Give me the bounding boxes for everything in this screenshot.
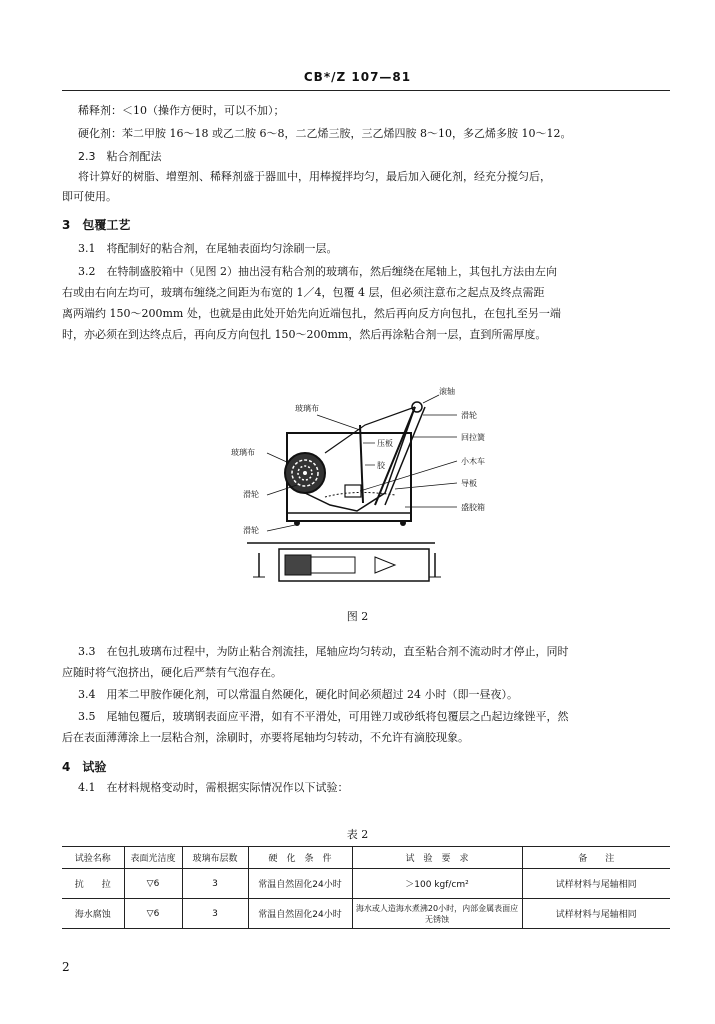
table-header-cell: 表面光洁度 (124, 847, 182, 869)
doc-code-header: CB*/Z 107—81 (303, 70, 412, 84)
table-header-cell: 试验名称 (62, 847, 124, 869)
table-header-row (62, 847, 670, 869)
label-return-spring: 回拉簧 (461, 433, 485, 442)
table-cell: 海水腐蚀 (62, 899, 124, 929)
paragraph-3-3-line1: 3.3 在包扎玻璃布过程中，为防止粘合剂流挂，尾轴应均匀转动，直至粘合剂不流动时才停止，同时 (78, 645, 569, 658)
paragraph-diluent: 稀释剂：＜10（操作方便时，可以不加）； (78, 104, 285, 117)
label-guide-plate: 导板 (461, 479, 477, 488)
paragraph-3-2-line3: 离两端约 150～200mm 处，也就是由此处开始先向近端包扎，然后再向反方向包扎，在包扎至另一端 (62, 307, 561, 320)
paragraph-4-1: 4.1 在材料规格变动时，需根据实际情况作以下试验： (78, 781, 349, 794)
label-pressing-plate: 压板 (377, 439, 393, 448)
figure-2-glue-box-diagram (225, 385, 505, 600)
table-header-cell: 试 验 要 求 (352, 847, 522, 869)
table-cell: 试样材料与尾轴相同 (522, 899, 670, 929)
paragraph-3-2-line1: 3.2 在特制盛胶箱中（见图 2）抽出浸有粘合剂的玻璃布，然后缠绕在尾轴上，其包扎方法由左向 (78, 265, 557, 278)
paragraph-mixing-2: 即可使用。 (62, 190, 117, 203)
figure-2-caption: 图 2 (346, 610, 369, 623)
table-header-cell: 硬 化 条 件 (248, 847, 352, 869)
paragraph-3-2-line2: 右或由右向左均可，玻璃布缠绕之间距为布宽的 1／4，包覆 4 层，但必须注意布之起点及终点需距 (62, 286, 545, 299)
table-cell: 3 (182, 899, 248, 929)
label-glue: 胶 (377, 461, 385, 470)
table-header-cell: 玻璃布层数 (182, 847, 248, 869)
table-cell: ＞100 kgf/cm² (352, 869, 522, 899)
table-cell: 3 (182, 869, 248, 899)
table-cell: 抗 拉 (62, 869, 124, 899)
label-glue-box: 盛胶箱 (461, 503, 485, 512)
table-cell: ▽6 (124, 869, 182, 899)
section-heading-3: 3 包覆工艺 (62, 218, 131, 232)
label-pulley-left: 滑轮 (243, 490, 259, 499)
paragraph-mixing-1: 将计算好的树脂、增塑剂、稀释剂盛于器皿中，用棒搅拌均匀，最后加入硬化剂，经充分搅匀后， (78, 170, 551, 183)
header-rule (62, 90, 670, 91)
paragraph-3-3-line2: 应随时将气泡挤出，硬化后严禁有气泡存在。 (62, 666, 282, 679)
paragraph-3-2-line4: 时，亦必须在到达终点后，再向反方向包扎 150～200mm，然后再涂粘合剂一层，直到所需厚度。 (62, 328, 547, 341)
table-header-cell: 备 注 (522, 847, 670, 869)
label-pulley-bottom: 滑轮 (243, 526, 259, 535)
table-2 (62, 846, 670, 929)
subheading-2-3: 2.3 粘合剂配法 (78, 150, 162, 163)
section-heading-4: 4 试验 (62, 760, 107, 774)
table-cell: 试样材料与尾轴相同 (522, 869, 670, 899)
label-glass-cloth-left: 玻璃布 (231, 448, 255, 457)
table-cell: 常温自然固化24小时 (248, 899, 352, 929)
paragraph-hardener: 硬化剂：苯二甲胺 16～18 或乙二胺 6～8，二乙烯三胺，三乙烯四胺 8～10，多乙烯多胺 10～12。 (78, 127, 572, 140)
label-small-trolley: 小木车 (461, 457, 485, 466)
label-glass-cloth-top: 玻璃布 (295, 404, 319, 413)
table-cell: ▽6 (124, 899, 182, 929)
paragraph-3-1: 3.1 将配制好的粘合剂，在尾轴表面均匀涂刷一层。 (78, 242, 338, 255)
table-cell: 海水或人造海水煮沸20小时，内部金属表面应无锈蚀 (352, 899, 522, 929)
table-row (62, 869, 670, 899)
label-roller-top: 滚轴 (439, 387, 455, 396)
paragraph-3-5-line1: 3.5 尾轴包覆后，玻璃钢表面应平滑，如有不平滑处，可用锉刀或砂纸将包覆层之凸起边缘锉平，然 (78, 710, 569, 723)
table-2-caption: 表 2 (346, 828, 369, 841)
glue-trolley (345, 485, 361, 497)
paragraph-3-5-line2: 后在表面薄薄涂上一层粘合剂，涂刷时，亦要将尾轴均匀转动，不允许有滴胶现象。 (62, 731, 469, 744)
label-pulley-right: 滑轮 (461, 411, 477, 420)
page-number: 2 (62, 960, 70, 974)
table-row (62, 899, 670, 929)
paragraph-3-4: 3.4 用苯二甲胺作硬化剂，可以常温自然硬化，硬化时间必须超过 24 小时（即一昼夜）。 (78, 688, 518, 701)
table-cell: 常温自然固化24小时 (248, 869, 352, 899)
